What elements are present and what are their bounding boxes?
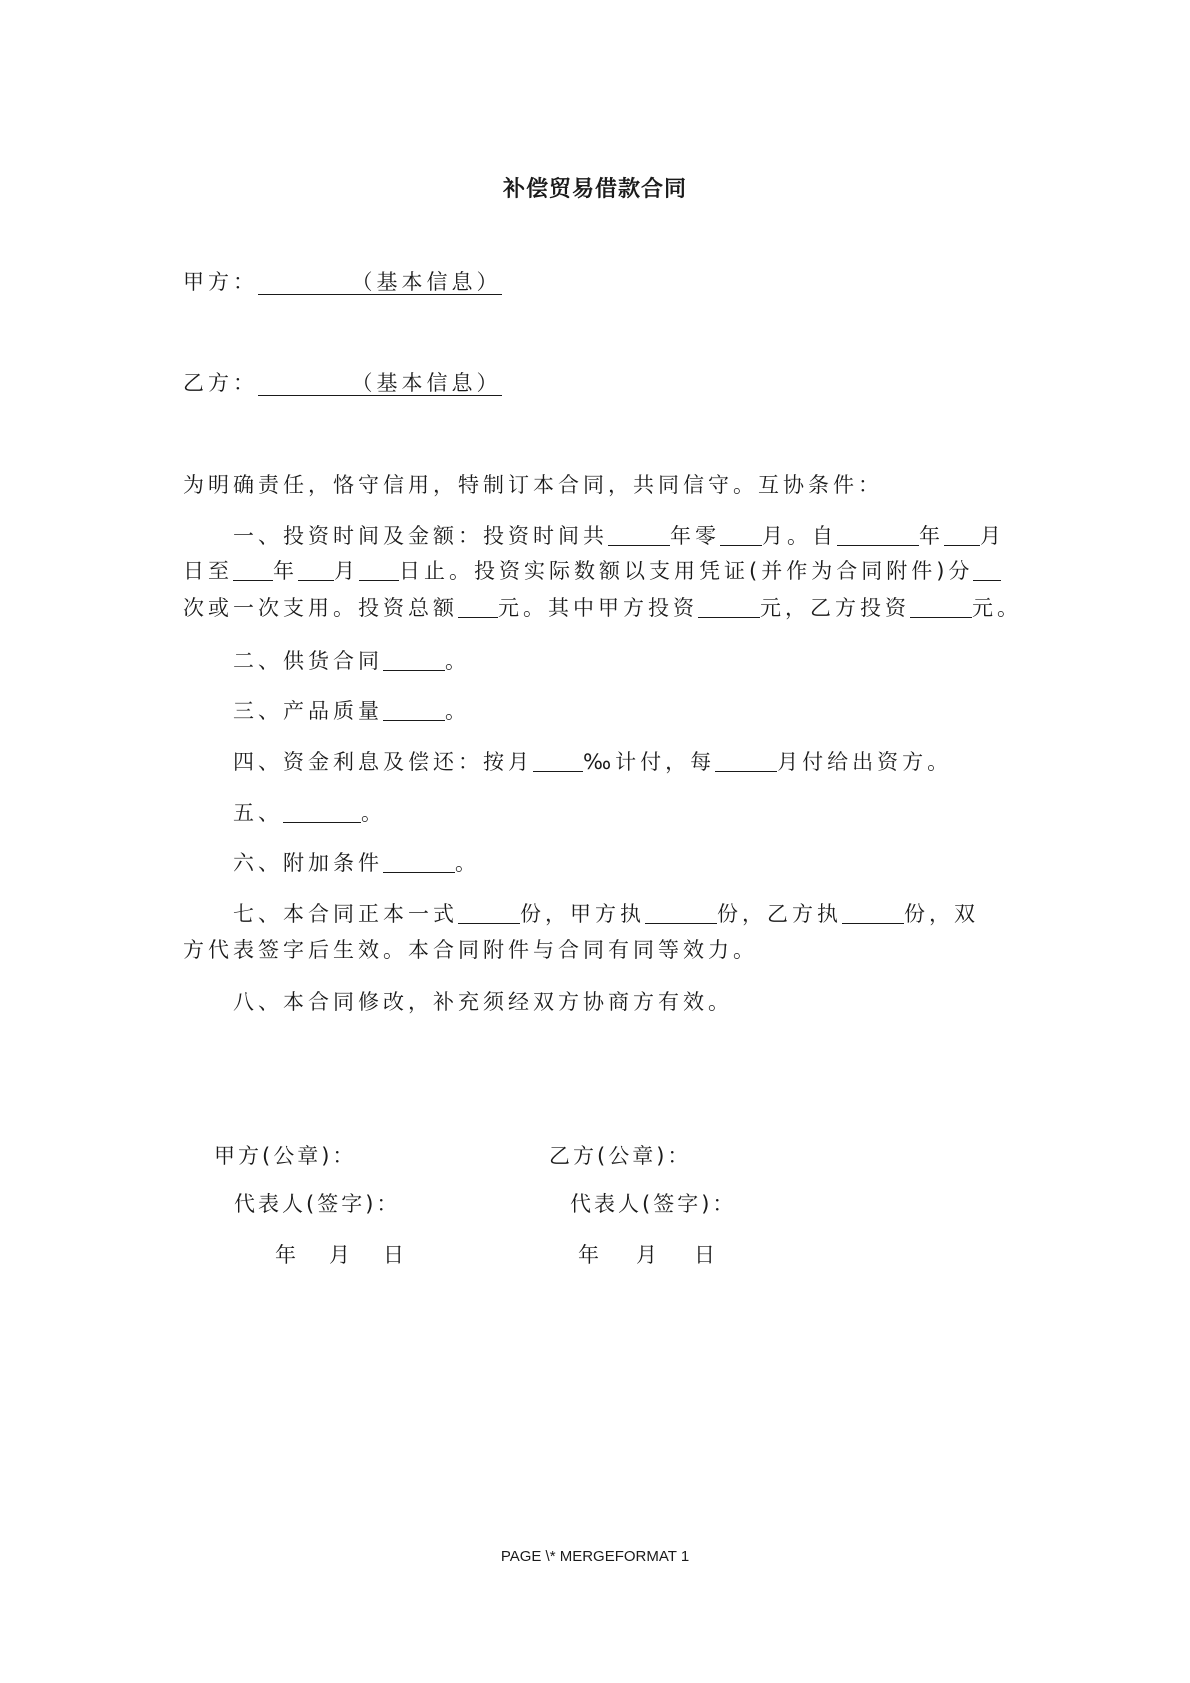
party-a-date: 年 月 日: [275, 1243, 410, 1267]
blank-end-month: [298, 559, 334, 581]
clause-1-text: 年零: [670, 524, 720, 548]
party-a-representative: 代表人(签字)：: [234, 1192, 401, 1216]
clause-1-text: 元，乙方投资: [760, 596, 910, 620]
clause-5: [233, 797, 386, 827]
blank-party-b-copies: [842, 902, 904, 924]
clause-3-end: 。: [445, 699, 470, 723]
clause-4-text: 四、资金利息及偿还：按月: [233, 750, 533, 774]
blank-supply: [383, 649, 445, 671]
clause-5-end: 。: [361, 801, 386, 825]
page-footer: PAGE \* MERGEFORMAT 1: [500, 1548, 690, 1565]
blank-conditions: [383, 851, 455, 873]
clause-1-line-1: [233, 520, 1005, 550]
blank-installments: [973, 559, 1001, 581]
clause-7-line-2: 方代表签字后生效。本合同附件与合同有同等效力。: [183, 938, 758, 962]
blank-years: [608, 524, 670, 546]
clause-6-text: 六、附加条件: [233, 851, 383, 875]
clause-1-text: 月。自: [762, 524, 837, 548]
blank-period: [715, 750, 777, 772]
blank-months: [720, 524, 762, 546]
party-b-line: [183, 367, 502, 397]
clause-7-text: 份，双: [904, 902, 979, 926]
blank-quality: [383, 699, 445, 721]
clause-2: [233, 645, 470, 675]
clause-2-end: 。: [445, 649, 470, 673]
clause-6: [233, 847, 480, 877]
clause-7-text: 份，乙方执: [717, 902, 842, 926]
blank-party-a-copies: [645, 902, 717, 924]
blank-rate: [533, 750, 583, 772]
clause-1-text: 一、投资时间及金额：投资时间共: [233, 524, 608, 548]
clause-1-text: 月: [980, 524, 1005, 548]
clause-1-text: 年: [273, 559, 298, 583]
clause-6-end: 。: [455, 851, 480, 875]
blank-party-b-amount: [910, 596, 972, 618]
blank-end-year: [233, 559, 273, 581]
clause-1-text: 年: [919, 524, 944, 548]
clause-5-text: 五、: [233, 801, 283, 825]
intro-text: 为明确责任，恪守信用，特制订本合同，共同信守。互协条件：: [183, 473, 883, 497]
clause-3: [233, 695, 470, 725]
clause-1-text: 日止。投资实际数额以支用凭证(并作为合同附件)分: [399, 559, 974, 583]
blank-party-a-amount: [698, 596, 760, 618]
clause-7-text: 七、本合同正本一式: [233, 902, 458, 926]
blank-start-year: [837, 524, 919, 546]
party-a-line: [183, 266, 502, 296]
clause-1-text: 日至: [183, 559, 233, 583]
party-b-date: 年 月 日: [578, 1243, 723, 1267]
clause-4-text: ‰计付，每: [583, 750, 716, 774]
clause-4: [233, 746, 952, 776]
clause-1-line-2: [183, 555, 1001, 585]
party-a-seal: 甲方(公章)：: [214, 1144, 357, 1168]
blank-total: [458, 596, 498, 618]
clause-7-text: 份，甲方执: [520, 902, 645, 926]
party-b-info: （基本信息）: [258, 371, 502, 396]
blank-clause-5: [283, 801, 361, 823]
blank-end-day: [359, 559, 399, 581]
clause-2-text: 二、供货合同: [233, 649, 383, 673]
clause-1-text: 元。: [972, 596, 1022, 620]
clause-1-text: 元。其中甲方投资: [498, 596, 698, 620]
party-a-label: 甲方：: [183, 270, 258, 294]
party-b-representative: 代表人(签字)：: [570, 1192, 737, 1216]
blank-copies: [458, 902, 520, 924]
clause-1-line-3: [183, 592, 1022, 622]
clause-4-text: 月付给出资方。: [777, 750, 953, 774]
clause-8: 八、本合同修改，补充须经双方协商方有效。: [233, 990, 733, 1014]
document-title: 补偿贸易借款合同: [502, 176, 687, 202]
clause-1-text: 次或一次支用。投资总额: [183, 596, 458, 620]
clause-7-line-1: [233, 898, 979, 928]
party-a-info: （基本信息）: [258, 270, 502, 295]
blank-start-month: [944, 524, 980, 546]
clause-3-text: 三、产品质量: [233, 699, 383, 723]
clause-1-text: 月: [334, 559, 359, 583]
party-b-seal: 乙方(公章)：: [549, 1144, 692, 1168]
party-b-label: 乙方：: [183, 371, 258, 395]
